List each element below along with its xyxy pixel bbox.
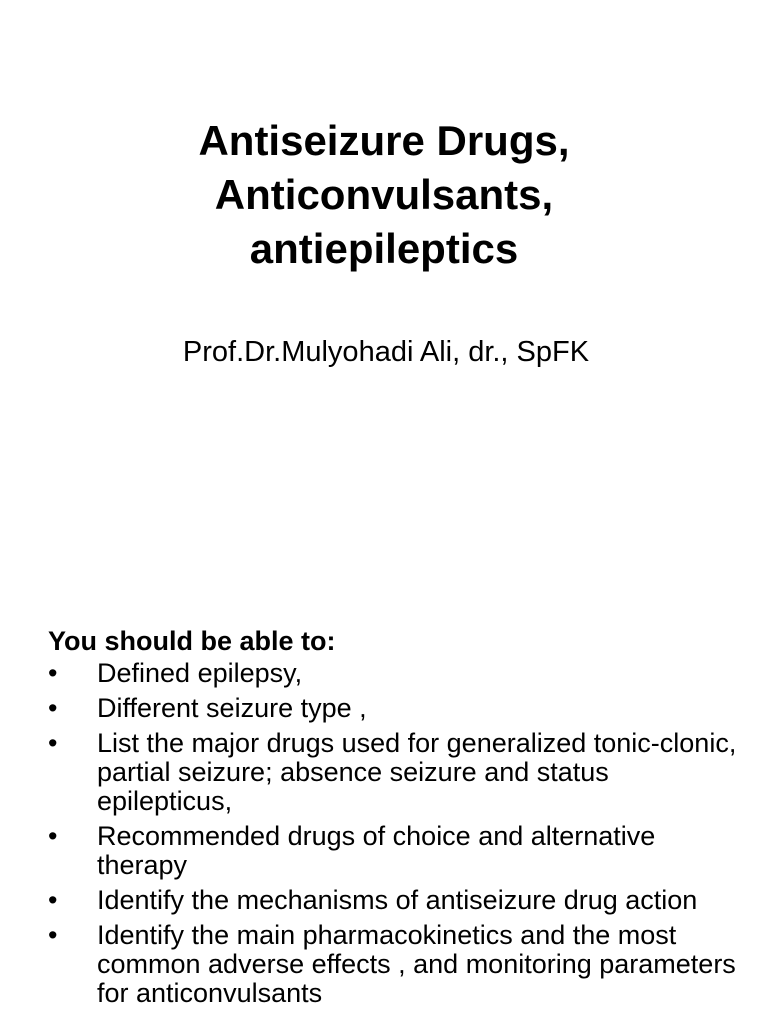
title-line-1: Antiseizure Drugs, bbox=[198, 117, 570, 164]
author-name: Prof.Dr.Mulyohadi Ali, dr., SpFK bbox=[182, 336, 590, 368]
objective-text: Defined epilepsy, bbox=[97, 658, 303, 688]
bullet-icon: • bbox=[48, 920, 58, 950]
list-item bbox=[48, 694, 748, 723]
bullet-icon: • bbox=[48, 728, 58, 758]
objective-text: Identify the mechanisms of antiseizure drug action bbox=[97, 885, 698, 915]
objectives-heading: You should be able to: bbox=[48, 626, 336, 656]
bullet-icon: • bbox=[48, 885, 58, 915]
title-line-2: Anticonvulsants, bbox=[214, 171, 554, 218]
bullet-icon: • bbox=[48, 658, 58, 688]
bullet-icon: • bbox=[48, 693, 58, 723]
list-item bbox=[48, 659, 748, 688]
objectives-list bbox=[48, 659, 748, 1008]
list-item bbox=[48, 822, 748, 880]
objective-text: Identify the main pharmacokinetics and the most common adverse effects , and monitoring parameters for anticonvulsants bbox=[97, 920, 736, 1008]
slide-title bbox=[0, 114, 768, 276]
bullet-icon: • bbox=[48, 821, 58, 851]
list-item bbox=[48, 729, 748, 816]
objective-text: Different seizure type , bbox=[97, 693, 367, 723]
list-item bbox=[48, 886, 748, 915]
objective-text: Recommended drugs of choice and alternative therapy bbox=[97, 821, 656, 880]
learning-objectives bbox=[48, 624, 748, 1014]
list-item bbox=[48, 921, 748, 1008]
title-line-3: antiepileptics bbox=[249, 225, 519, 272]
objective-text: List the major drugs used for generalized tonic-clonic, partial seizure; absence seizure and status epilepticus, bbox=[97, 728, 737, 816]
